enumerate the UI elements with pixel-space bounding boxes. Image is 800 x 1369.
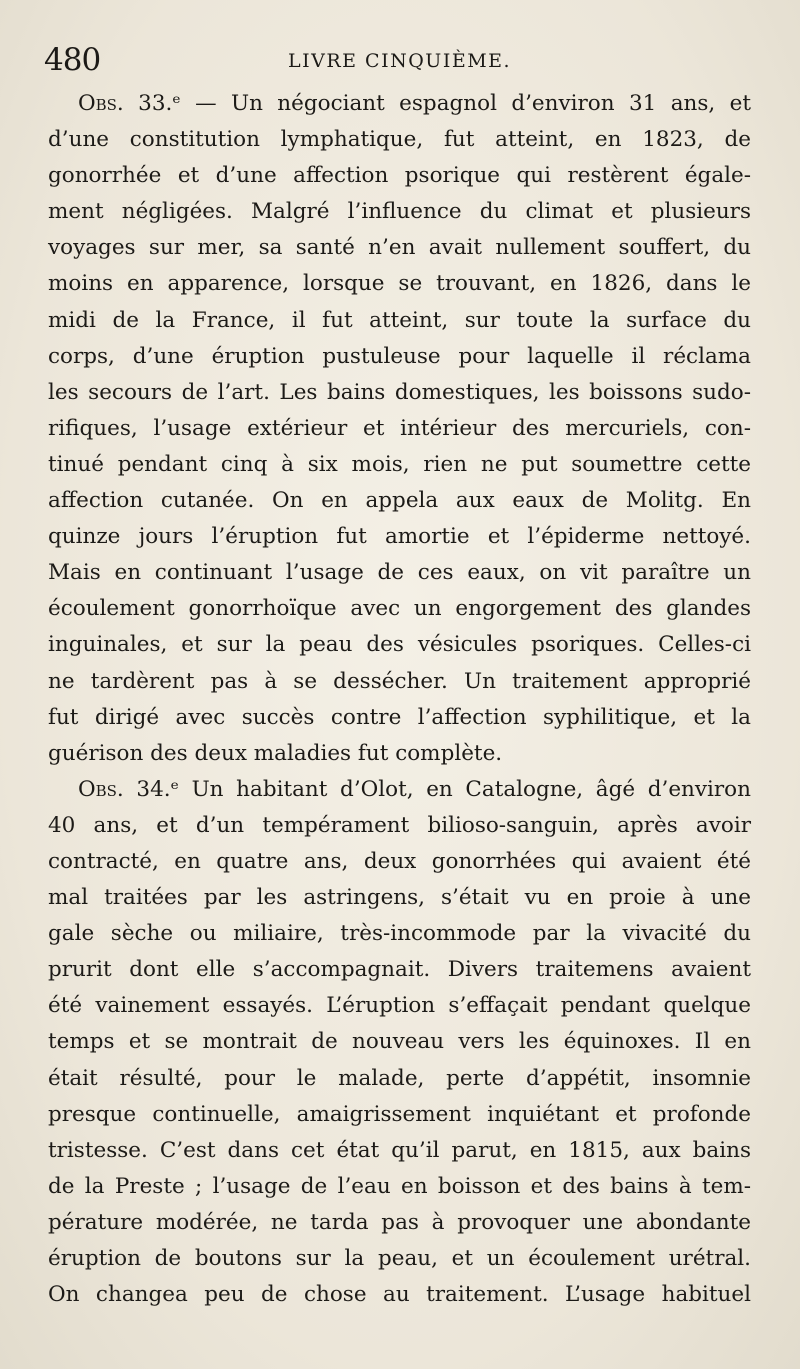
obs-34-line-14: éruption de boutons sur la peau, et un écoulement urétral. [48, 1246, 751, 1271]
obs-34-line-8: temps et se montrait de nouveau vers les équinoxes. Il en [48, 1029, 751, 1055]
obs-34-line-15: On changea peu de chose au traitement. L’usage habituel [48, 1282, 751, 1308]
text-body [48, 86, 751, 1313]
obs-33-line-11: tinué pendant cinq à six mois, rien ne put soumettre cette [48, 451, 751, 477]
obs-33-label: Obs. 33.ᵉ [78, 91, 181, 116]
obs-33-line-12: affection cutanée. On en appela aux eaux de Molitg. En [48, 488, 751, 514]
obs-33-line-15: écoulement gonorrhoïque avec un engorgement des glandes [48, 596, 751, 622]
obs-33-line-4: ment négligées. Malgré l’influence du climat et plusieurs [48, 199, 751, 225]
obs-34-line-7: été vainement essayés. L’éruption s’effaçait pendant quelque [48, 993, 751, 1019]
obs-33-line-19: guérison des deux maladies fut complète. [48, 740, 503, 766]
obs-34-line-11: tristesse. C’est dans cet état qu’il parut, en 1815, aux bains [48, 1137, 751, 1163]
obs-34-label: Obs. 34.ᵉ [78, 776, 179, 802]
obs-34-line-10: presque continuelle, amaigrissement inquiétant et profonde [48, 1101, 751, 1127]
page-number: 480 [44, 42, 101, 78]
obs-34-line-12: de la Preste ; l’usage de l’eau en boisson et des bains à tem- [48, 1173, 751, 1199]
obs-33-line-13: quinze jours l’éruption fut amortie et l’épiderme nettoyé. [48, 524, 751, 550]
obs-34-line-2: 40 ans, et d’un tempérament bilioso-sanguin, après avoir [48, 812, 751, 838]
running-title: LIVRE CINQUIÈME. [288, 50, 512, 72]
obs-34-line-1: Obs. 34.ᵉ Un habitant d’Olot, en Catalogne, âgé d’environ [78, 776, 751, 802]
running-head [44, 40, 756, 84]
obs-34-line-3: contracté, en quatre ans, deux gonorrhées qui avaient été [48, 848, 751, 874]
obs-33-line-18: fut dirigé avec succès contre l’affection syphilitique, et la [48, 704, 751, 730]
obs-33-line-16: inguinales, et sur la peau des vésicules psoriques. Celles-ci [48, 632, 751, 658]
obs-34-line-4: mal traitées par les astringens, s’était vu en proie à une [48, 885, 751, 911]
obs-33-line-10: rifiques, l’usage extérieur et intérieur des mercuriels, con- [48, 415, 751, 441]
obs-33-line-1: Obs. 33.ᵉ — Un négociant espagnol d’environ 31 ans, et [78, 91, 751, 116]
obs-33-line-9: les secours de l’art. Les bains domestiques, les boissons sudo- [48, 379, 751, 405]
obs-33-line-5: voyages sur mer, sa santé n’en avait nullement souffert, du [48, 235, 751, 261]
obs-33-line-17: ne tardèrent pas à se dessécher. Un traitement approprié [48, 668, 751, 694]
obs-33-line-7: midi de la France, il fut atteint, sur toute la surface du [48, 307, 751, 333]
obs-33-line-3: gonorrhée et d’une affection psorique qui restèrent égale- [48, 163, 751, 189]
obs-34-line-6: prurit dont elle s’accompagnait. Divers traitemens avaient [48, 957, 751, 983]
obs-33-line-8: corps, d’une éruption pustuleuse pour laquelle il réclama [48, 343, 751, 369]
obs-33-line-6: moins en apparence, lorsque se trouvant, en 1826, dans le [48, 271, 751, 297]
obs-34-line-9: était résulté, pour le malade, perte d’appétit, insomnie [48, 1065, 751, 1091]
obs-33-line-14: Mais en continuant l’usage de ces eaux, on vit paraître un [48, 560, 751, 586]
obs-34-line-13: pérature modérée, ne tarda pas à provoquer une abondante [48, 1209, 751, 1235]
obs-34-line-5: gale sèche ou miliaire, très-incommode par la vivacité du [48, 921, 751, 947]
obs-33-line-2: d’une constitution lymphatique, fut atteint, en 1823, de [48, 127, 751, 153]
